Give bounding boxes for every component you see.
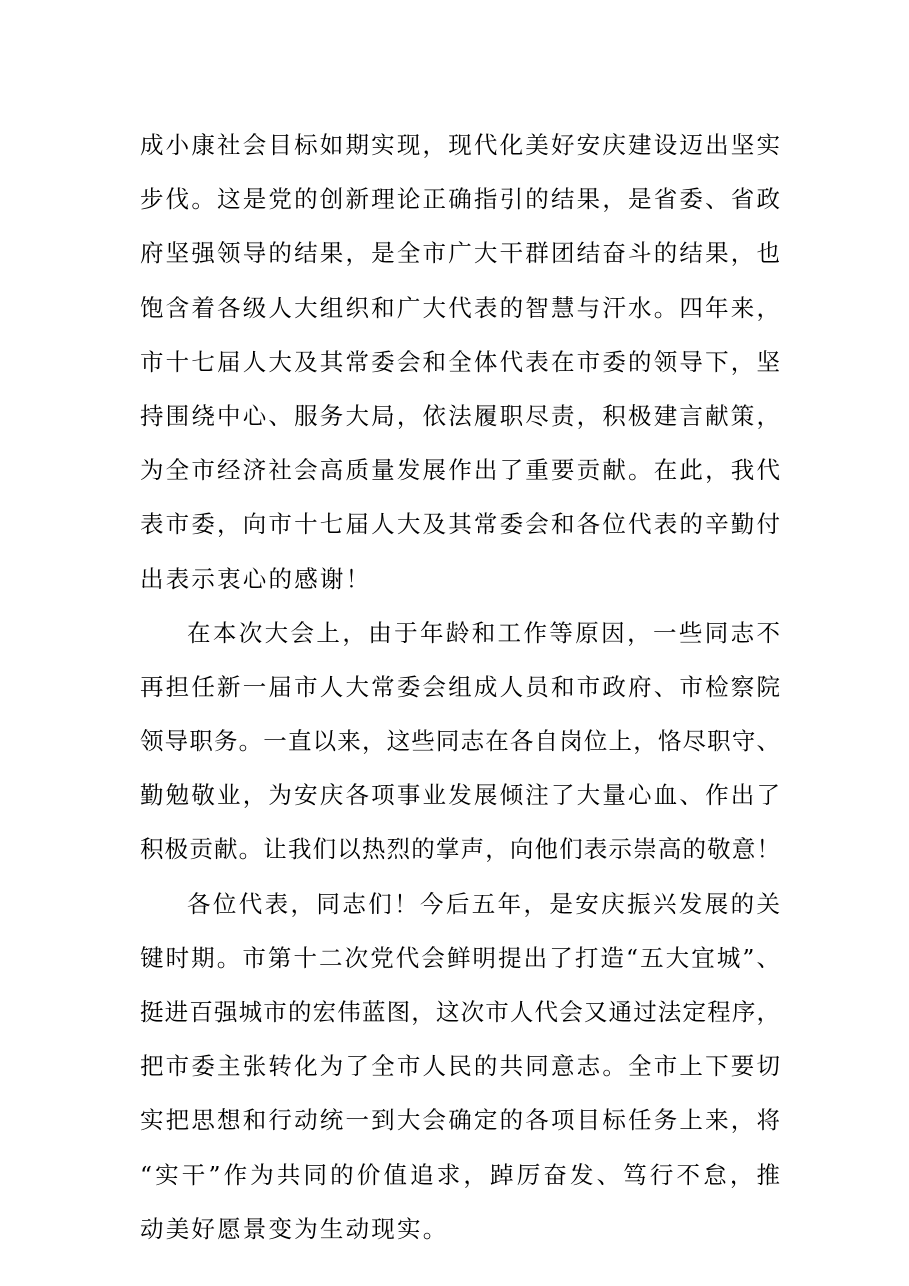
paragraph-line: 领导职务。一直以来，这些同志在各自岗位上，恪尽职守、	[140, 727, 780, 756]
paragraph-line: 出表示衷心的感谢！	[140, 564, 372, 593]
paragraph-outlook	[140, 877, 780, 1256]
paragraph-line: 市十七届人大及其常委会和全体代表在市委的领导下，坚	[140, 347, 780, 376]
paragraph-line: 在本次大会上，由于年龄和工作等原因，一些同志不	[187, 618, 780, 647]
paragraph-line: “实干”作为共同的价值追求，踔厉奋发、笃行不怠，推	[140, 1160, 780, 1189]
paragraph-line: 表市委，向市十七届人大及其常委会和各位代表的辛勤付	[140, 510, 780, 539]
paragraph-line: 持围绕中心、服务大局，依法履职尽责，积极建言献策，	[140, 401, 780, 430]
paragraph-line: 为全市经济社会高质量发展作出了重要贡献。在此，我代	[140, 456, 780, 485]
paragraph-thanks	[140, 118, 780, 606]
paragraph-line: 成小康社会目标如期实现，现代化美好安庆建设迈出坚实	[140, 131, 780, 159]
paragraph-line: 勤勉敬业，为安庆各项事业发展倾注了大量心血、作出了	[140, 781, 780, 810]
paragraph-line: 积极贡献。让我们以热烈的掌声，向他们表示崇高的敬意！	[140, 835, 780, 864]
paragraph-line: 动美好愿景变为生动现实。	[140, 1214, 449, 1243]
paragraph-line: 挺进百强城市的宏伟蓝图，这次市人代会又通过法定程序，	[140, 998, 780, 1026]
paragraph-tribute	[140, 606, 780, 877]
paragraph-line: 把市委主张转化为了全市人民的共同意志。全市上下要切	[140, 1052, 780, 1081]
paragraph-line: 键时期。市第十二次党代会鲜明提出了打造“五大宜城”、	[140, 943, 780, 972]
paragraph-line: 饱含着各级人大组织和广大代表的智慧与汗水。四年来，	[140, 293, 780, 322]
paragraph-line: 再担任新一届市人大常委会组成人员和市政府、市检察院	[140, 672, 780, 701]
paragraph-line: 各位代表，同志们！今后五年，是安庆振兴发展的关	[187, 889, 780, 918]
paragraph-line: 府坚强领导的结果，是全市广大干群团结奋斗的结果，也	[140, 239, 780, 268]
document-body	[140, 118, 780, 1256]
paragraph-line: 实把思想和行动统一到大会确定的各项目标任务上来，将	[140, 1106, 780, 1135]
paragraph-line: 步伐。这是党的创新理论正确指引的结果，是省委、省政	[140, 185, 780, 214]
